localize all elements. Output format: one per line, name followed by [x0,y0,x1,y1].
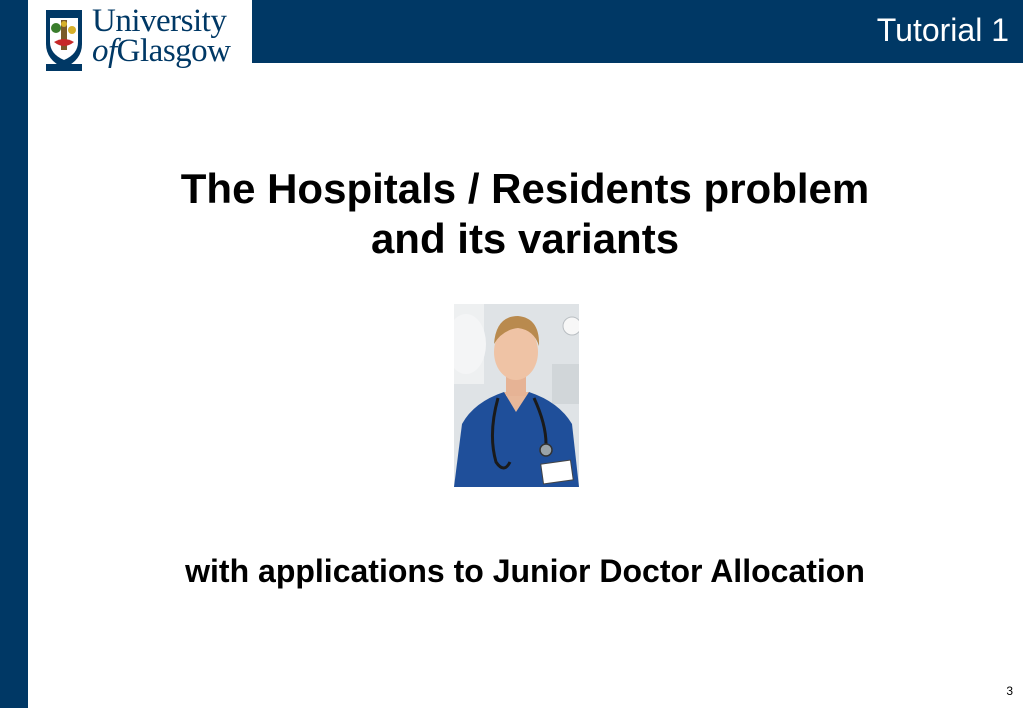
left-brand-bar [0,0,28,708]
logo-university-text: University [92,3,227,39]
university-wordmark [92,3,231,69]
slide-title-line2: and its variants [370,215,680,262]
university-crest-icon [44,8,84,72]
slide-subtitle: with applications to Junior Doctor Allocation [185,553,865,589]
logo-glasgow-text: Glasgow [116,33,231,69]
slide-title [90,164,960,264]
junior-doctor-photo [454,304,579,487]
page-number: 3 [1006,684,1013,698]
tutorial-label: Tutorial 1 [876,12,1009,48]
logo-of-text: of [92,33,117,69]
slide-title-line1: The Hospitals / Residents problem [180,165,870,212]
